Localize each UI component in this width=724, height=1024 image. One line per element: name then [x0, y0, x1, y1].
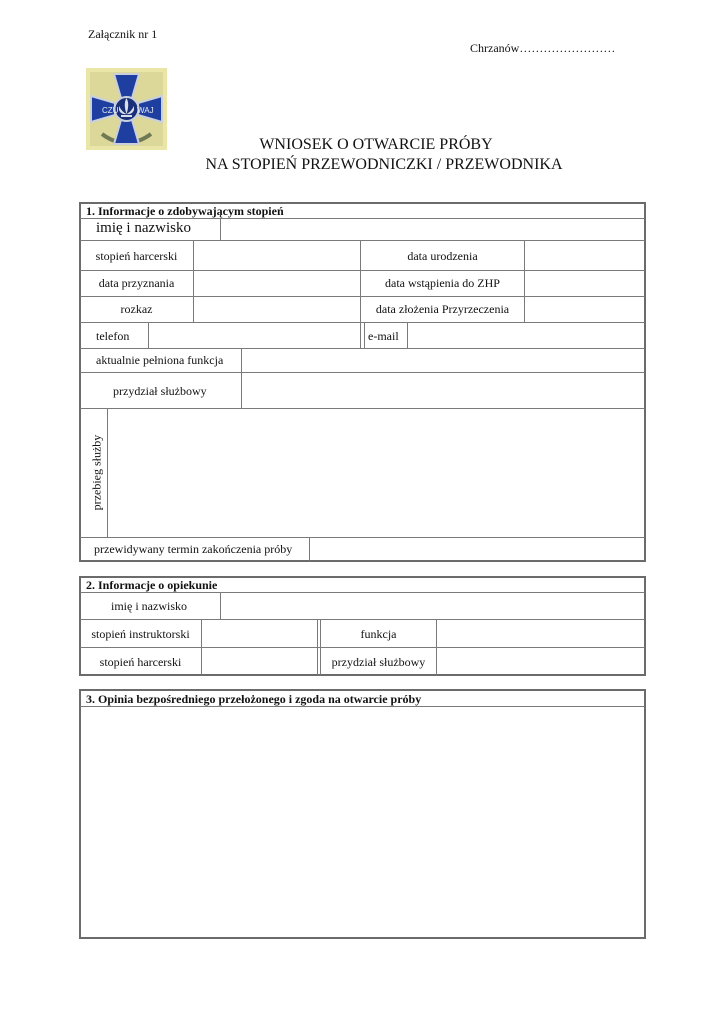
s1-promise-field[interactable] [525, 297, 644, 322]
s2-rank-field[interactable] [202, 648, 317, 674]
s2-name-label: imię i nazwisko [111, 599, 187, 613]
s1-granted-label: data przyznania [98, 276, 175, 290]
s1-joined-field[interactable] [525, 271, 644, 296]
section1-heading: 1. Informacje o zdobywającym stopień [86, 204, 284, 218]
s2-instructor-label: stopień instruktorski [91, 627, 190, 641]
section3-heading: 3. Opinia bezpośredniego przełożonego i zgoda na otwarcie próby [86, 692, 422, 706]
form-title-line2: NA STOPIEŃ PRZEWODNICZKI / PRZEWODNIKA [205, 156, 563, 173]
s1-name-label: imię i nazwisko [96, 220, 191, 236]
place-date-field: Chrzanów…………………… [470, 41, 616, 55]
s1-end-field[interactable] [310, 538, 644, 560]
s1-service-field[interactable] [108, 409, 644, 537]
s2-function-field[interactable] [437, 620, 644, 647]
s1-phone-field[interactable] [149, 323, 360, 348]
s1-promise-label: data złożenia Przyrzeczenia [375, 302, 510, 316]
s1-rank-field[interactable] [194, 241, 360, 270]
s1-assignment-field[interactable] [242, 373, 644, 408]
s1-birth-field[interactable] [525, 241, 644, 270]
s2-function-label: funkcja [360, 627, 397, 641]
logo-right-text: WAJ [137, 106, 154, 115]
s2-name-field[interactable] [221, 593, 644, 619]
s2-assignment-label: przydział służbowy [331, 655, 426, 669]
s2-rank-label: stopień harcerski [99, 655, 182, 669]
attachment-label: Załącznik nr 1 [88, 27, 158, 41]
s1-order-label: rozkaz [120, 302, 153, 316]
s1-email-label: e-mail [368, 329, 399, 343]
s1-granted-field[interactable] [194, 271, 360, 296]
logo-left-text: CZU [102, 106, 119, 115]
s1-assignment-label: przydział służbowy [113, 384, 207, 398]
form-title-line1: WNIOSEK O OTWARCIE PRÓBY [259, 136, 493, 153]
s3-opinion-field[interactable] [81, 707, 644, 937]
s1-phone-label: telefon [96, 329, 130, 343]
s1-end-label: przewidywany termin zakończenia próby [94, 542, 293, 556]
s1-service-label: przebieg służby [89, 434, 104, 511]
s1-function-field[interactable] [242, 349, 644, 372]
s1-function-label: aktualnie pełniona funkcja [96, 353, 224, 367]
s1-rank-label: stopień harcerski [95, 249, 178, 263]
s1-email-field[interactable] [408, 323, 644, 348]
s1-birth-label: data urodzenia [407, 249, 478, 263]
section2-heading: 2. Informacje o opiekunie [86, 578, 218, 592]
s1-order-field[interactable] [194, 297, 360, 322]
s1-name-field[interactable] [221, 219, 644, 240]
s1-joined-label: data wstąpienia do ZHP [385, 276, 500, 290]
s2-assignment-field[interactable] [437, 648, 644, 674]
s2-instructor-field[interactable] [202, 620, 317, 647]
